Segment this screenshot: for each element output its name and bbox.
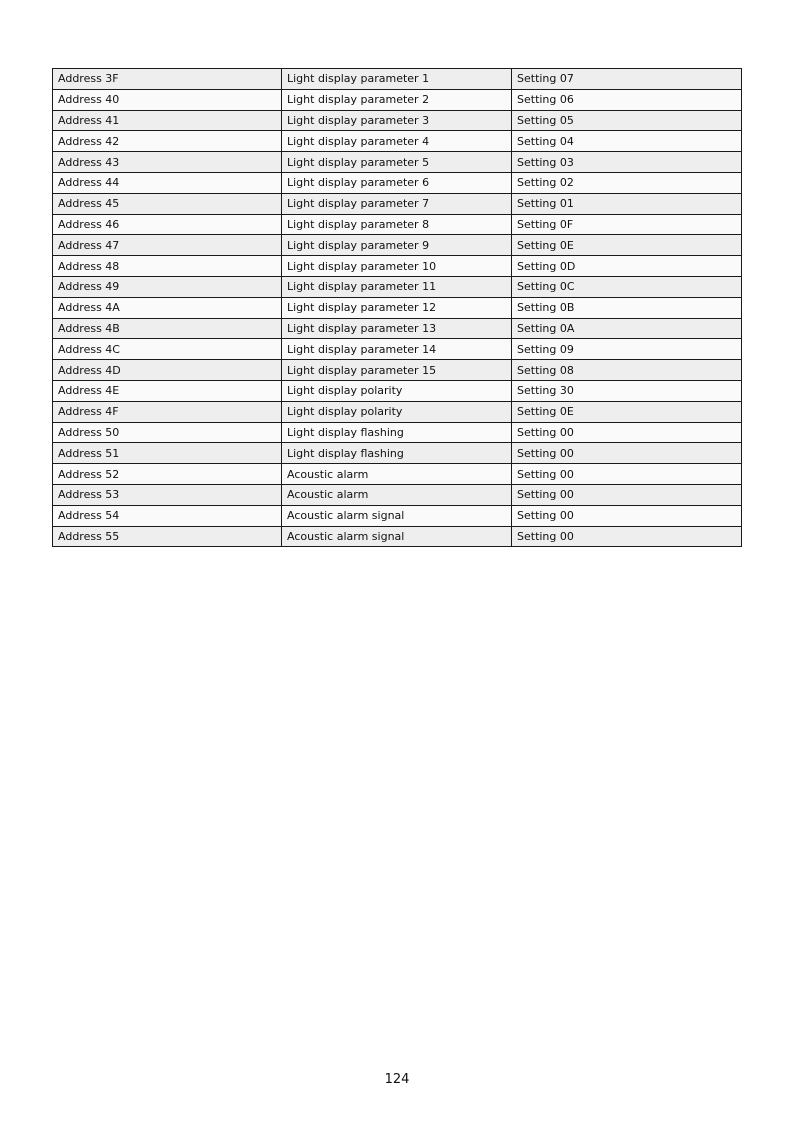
setting-cell: Setting 00 <box>512 505 742 526</box>
setting-cell: Setting 04 <box>512 131 742 152</box>
address-cell: Address 50 <box>53 422 282 443</box>
table-row <box>53 339 742 360</box>
table-row <box>53 464 742 485</box>
parameter-cell: Light display parameter 10 <box>282 256 512 277</box>
address-settings-table <box>52 68 742 547</box>
table-row <box>53 110 742 131</box>
table-row <box>53 193 742 214</box>
parameter-cell: Light display flashing <box>282 422 512 443</box>
setting-cell: Setting 0F <box>512 214 742 235</box>
table-row <box>53 89 742 110</box>
table-row <box>53 235 742 256</box>
address-cell: Address 48 <box>53 256 282 277</box>
parameter-cell: Light display parameter 7 <box>282 193 512 214</box>
table-row <box>53 214 742 235</box>
address-cell: Address 40 <box>53 89 282 110</box>
table-row <box>53 297 742 318</box>
parameter-cell: Light display parameter 15 <box>282 360 512 381</box>
table-row <box>53 172 742 193</box>
table-body <box>53 69 742 547</box>
address-cell: Address 4A <box>53 297 282 318</box>
table-row <box>53 505 742 526</box>
address-cell: Address 47 <box>53 235 282 256</box>
setting-cell: Setting 00 <box>512 464 742 485</box>
setting-cell: Setting 0A <box>512 318 742 339</box>
parameter-cell: Light display flashing <box>282 443 512 464</box>
setting-cell: Setting 0E <box>512 235 742 256</box>
parameter-cell: Light display parameter 5 <box>282 152 512 173</box>
parameter-cell: Acoustic alarm signal <box>282 526 512 547</box>
table-row <box>53 131 742 152</box>
setting-cell: Setting 30 <box>512 380 742 401</box>
parameter-cell: Acoustic alarm <box>282 464 512 485</box>
table-row <box>53 360 742 381</box>
address-cell: Address 4C <box>53 339 282 360</box>
parameter-cell: Light display parameter 1 <box>282 69 512 90</box>
setting-cell: Setting 00 <box>512 443 742 464</box>
table-row <box>53 276 742 297</box>
address-cell: Address 53 <box>53 484 282 505</box>
address-cell: Address 49 <box>53 276 282 297</box>
table-row <box>53 380 742 401</box>
address-cell: Address 4F <box>53 401 282 422</box>
address-cell: Address 51 <box>53 443 282 464</box>
setting-cell: Setting 0C <box>512 276 742 297</box>
table-row <box>53 318 742 339</box>
address-cell: Address 4E <box>53 380 282 401</box>
parameter-cell: Light display parameter 11 <box>282 276 512 297</box>
setting-cell: Setting 05 <box>512 110 742 131</box>
setting-cell: Setting 09 <box>512 339 742 360</box>
table-row <box>53 256 742 277</box>
parameter-cell: Light display parameter 3 <box>282 110 512 131</box>
parameter-cell: Light display parameter 13 <box>282 318 512 339</box>
address-cell: Address 46 <box>53 214 282 235</box>
parameter-cell: Acoustic alarm signal <box>282 505 512 526</box>
setting-cell: Setting 07 <box>512 69 742 90</box>
setting-cell: Setting 08 <box>512 360 742 381</box>
address-cell: Address 43 <box>53 152 282 173</box>
table-row <box>53 401 742 422</box>
setting-cell: Setting 02 <box>512 172 742 193</box>
setting-cell: Setting 0E <box>512 401 742 422</box>
table-row <box>53 443 742 464</box>
address-cell: Address 44 <box>53 172 282 193</box>
table-row <box>53 152 742 173</box>
address-cell: Address 52 <box>53 464 282 485</box>
address-cell: Address 54 <box>53 505 282 526</box>
setting-cell: Setting 00 <box>512 422 742 443</box>
table-row <box>53 484 742 505</box>
parameter-cell: Light display polarity <box>282 401 512 422</box>
setting-cell: Setting 00 <box>512 484 742 505</box>
address-cell: Address 45 <box>53 193 282 214</box>
address-cell: Address 42 <box>53 131 282 152</box>
parameter-cell: Light display parameter 2 <box>282 89 512 110</box>
setting-cell: Setting 0B <box>512 297 742 318</box>
table-row <box>53 69 742 90</box>
parameter-cell: Light display parameter 4 <box>282 131 512 152</box>
setting-cell: Setting 06 <box>512 89 742 110</box>
parameter-cell: Acoustic alarm <box>282 484 512 505</box>
setting-cell: Setting 00 <box>512 526 742 547</box>
parameter-cell: Light display parameter 8 <box>282 214 512 235</box>
address-cell: Address 4B <box>53 318 282 339</box>
table-row <box>53 422 742 443</box>
parameter-cell: Light display polarity <box>282 380 512 401</box>
table-row <box>53 526 742 547</box>
parameter-cell: Light display parameter 6 <box>282 172 512 193</box>
setting-cell: Setting 01 <box>512 193 742 214</box>
page-number: 124 <box>384 1072 410 1087</box>
address-cell: Address 55 <box>53 526 282 547</box>
parameter-cell: Light display parameter 14 <box>282 339 512 360</box>
parameter-cell: Light display parameter 12 <box>282 297 512 318</box>
setting-cell: Setting 03 <box>512 152 742 173</box>
address-cell: Address 4D <box>53 360 282 381</box>
parameter-cell: Light display parameter 9 <box>282 235 512 256</box>
setting-cell: Setting 0D <box>512 256 742 277</box>
address-cell: Address 41 <box>53 110 282 131</box>
address-cell: Address 3F <box>53 69 282 90</box>
